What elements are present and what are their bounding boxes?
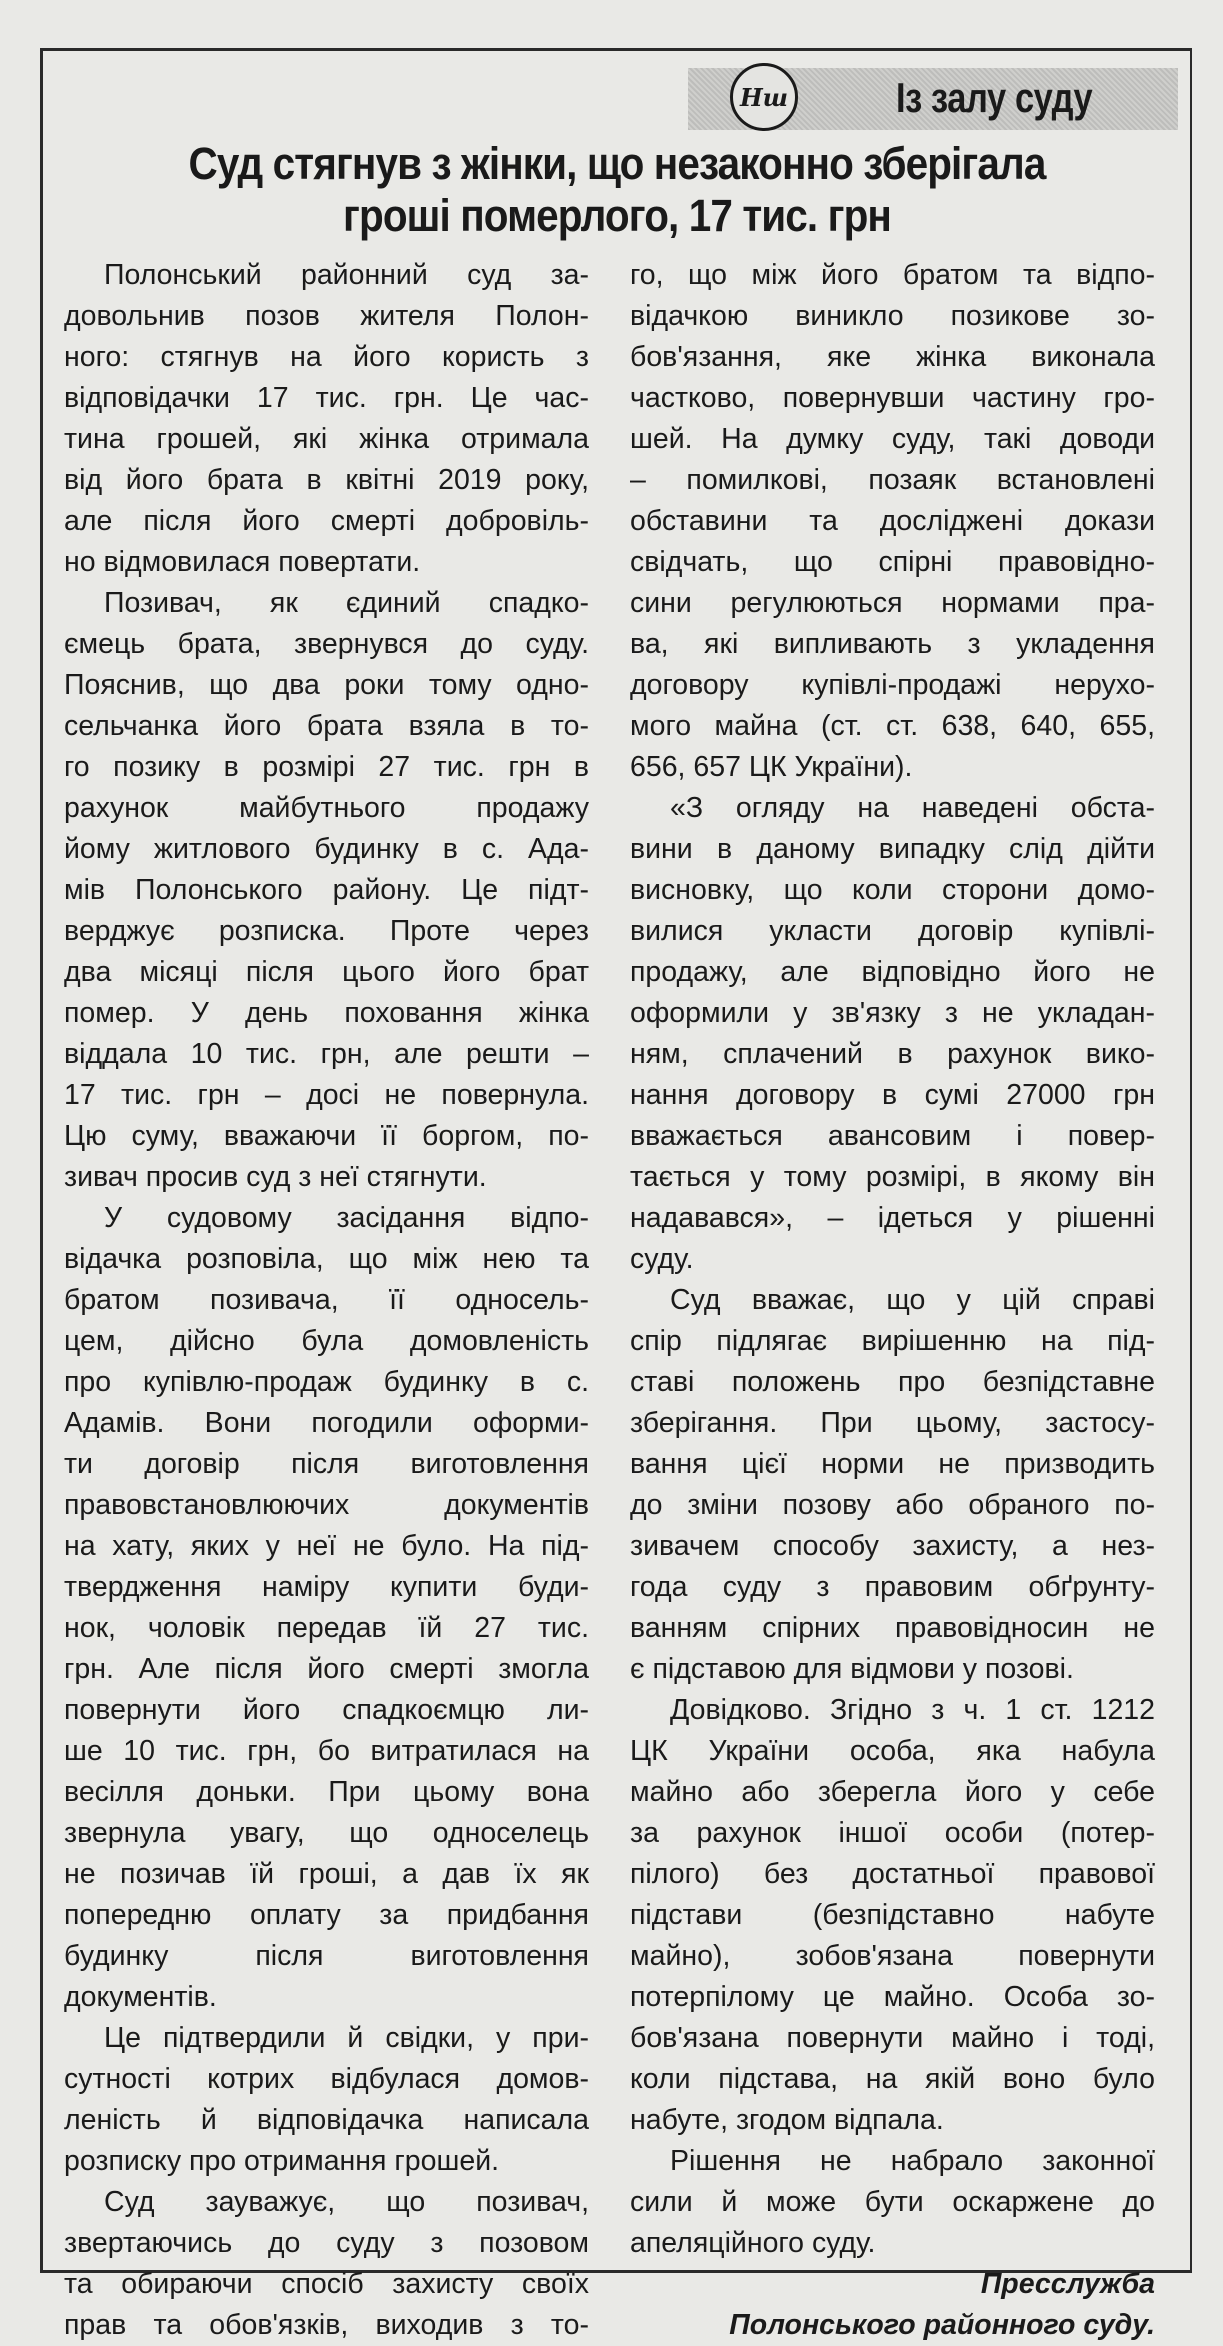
text-line: зберігання. При цьому, застосу- <box>630 1407 1155 1439</box>
text-line: коли підстава, на якій воно було <box>630 2063 1155 2095</box>
text-line: ного: стягнув на його користь з <box>64 341 589 373</box>
text-line: сини регулюються нормами пра- <box>630 587 1155 619</box>
text-line: 656, 657 ЦК України). <box>630 751 913 783</box>
text-line: підстави (безпідставно набуте <box>630 1899 1155 1931</box>
text-line: правовстановлюючих документів <box>64 1489 589 1521</box>
press-service-signature: Полонського районного суду. <box>729 2309 1155 2341</box>
text-line: висновку, що коли сторони домо- <box>630 874 1155 906</box>
text-line: є підставою для відмови у позові. <box>630 1653 1074 1685</box>
text-line: 17 тис. грн – досі не повернула. <box>64 1079 589 1111</box>
text-line: леність й відповідачка написала <box>64 2104 589 2136</box>
text-line: ставі положень про безпідставне <box>630 1366 1155 1398</box>
text-line: за рахунок іншої особи (потер- <box>630 1817 1155 1849</box>
text-line: Це підтвердили й свідки, у при- <box>104 2022 589 2054</box>
text-line: Цю суму, вважаючи її боргом, по- <box>64 1120 589 1152</box>
text-line: оформили у зв'язку з не укладан- <box>630 997 1155 1029</box>
text-line: будинку після виготовлення <box>64 1940 589 1972</box>
text-line: відачка розповіла, що між нею та <box>64 1243 589 1275</box>
text-line: го позику в розмірі 27 тис. грн в <box>64 751 589 783</box>
text-line: ва, які випливають з укладення <box>630 628 1155 660</box>
text-line: «З огляду на наведені обста- <box>670 792 1155 824</box>
text-line: но відмовилася повертати. <box>64 546 421 578</box>
text-line: сили й може бути оскаржене до <box>630 2186 1155 2218</box>
text-line: два місяці після цього його брат <box>64 956 589 988</box>
text-line: тина грошей, які жінка отримала <box>64 423 589 455</box>
paragraph <box>64 2018 589 2182</box>
text-line: ням, сплачений в рахунок вико- <box>630 1038 1155 1070</box>
text-line: але після його смерті добровіль- <box>64 505 589 537</box>
text-line: суду. <box>630 1243 694 1275</box>
text-line: – помилкові, позаяк встановлені <box>630 464 1155 496</box>
text-line: шей. На думку суду, такі доводи <box>630 423 1155 455</box>
text-line: обставини та досліджені докази <box>630 505 1155 537</box>
text-line: та обираючи спосіб захисту своїх <box>64 2268 589 2300</box>
text-line: тається у тому розмірі, в якому він <box>630 1161 1155 1193</box>
text-line: свідчать, що спірні правовідно- <box>630 546 1155 578</box>
text-line: мів Полонського району. Це підт- <box>64 874 589 906</box>
text-line: весілля доньки. При цьому вона <box>64 1776 589 1808</box>
text-line: ЦК України особа, яка набула <box>630 1735 1155 1767</box>
text-line: ше 10 тис. грн, бо витратилася на <box>64 1735 589 1767</box>
rubric-label: Із залу суду <box>896 74 1093 121</box>
article-column-left <box>64 255 589 2346</box>
text-line: продажу, але відповідно його не <box>630 956 1155 988</box>
text-line: Рішення не набрало законної <box>670 2145 1155 2177</box>
headline-line: Суд стягнув з жінки, що незаконно зберігала <box>188 138 1046 189</box>
text-line: рахунок майбутнього продажу <box>64 792 589 824</box>
text-line: года суду з правовим обґрунту- <box>630 1571 1155 1603</box>
article-headline <box>52 138 1182 242</box>
text-line: Позивач, як єдиний спадко- <box>104 587 589 619</box>
text-line: вилися укласти договір купівлі- <box>630 915 1155 947</box>
paragraph <box>630 2141 1155 2264</box>
text-line: вання цієї норми не призводить <box>630 1448 1155 1480</box>
text-line: відачкою виникло позикове зо- <box>630 300 1155 332</box>
text-line: ванням спірних правовідносин не <box>630 1612 1155 1644</box>
text-line: грн. Але після його смерті змогла <box>64 1653 589 1685</box>
text-line: майно), зобов'язана повернути <box>630 1940 1155 1972</box>
text-line: бов'язання, яке жінка виконала <box>630 341 1155 373</box>
text-line: договору купівлі-продажі нерухо- <box>630 669 1155 701</box>
text-line: не позичав їй гроші, а дав їх як <box>64 1858 589 1890</box>
text-line: майно або зберегла його у себе <box>630 1776 1155 1808</box>
text-line: звертаючись до суду з позовом <box>64 2227 589 2259</box>
text-line: бов'язана повернути майно і тоді, <box>630 2022 1155 2054</box>
text-line: частково, повернувши частину гро- <box>630 382 1155 414</box>
text-line: братом позивача, її односель- <box>64 1284 589 1316</box>
text-line: апеляційного суду. <box>630 2227 876 2259</box>
text-line: зивачем способу захисту, а нез- <box>630 1530 1155 1562</box>
text-line: прав та обов'язків, виходив з то- <box>64 2309 589 2341</box>
paragraph <box>630 788 1155 1280</box>
text-line: Адамів. Вони погодили оформи- <box>64 1407 589 1439</box>
text-line: набуте, згодом відпала. <box>630 2104 944 2136</box>
press-service-signature: Пресслужба <box>980 2268 1155 2300</box>
text-line: від його брата в квітні 2019 року, <box>64 464 589 496</box>
section-rubric <box>688 68 1178 130</box>
text-line: ємець брата, звернувся до суду. <box>64 628 589 660</box>
paragraph <box>630 1690 1155 2141</box>
text-line: У судовому засідання відпо- <box>104 1202 589 1234</box>
text-line: помер. У день поховання жінка <box>64 997 589 1029</box>
text-line: довольнив позов жителя Полон- <box>64 300 589 332</box>
text-line: нання договору в сумі 27000 грн <box>630 1079 1155 1111</box>
text-line: повернути його спадкоємцю ли- <box>64 1694 589 1726</box>
text-line: Полонський районний суд за- <box>104 259 589 291</box>
text-line: зивач просив суд з неї стягнути. <box>64 1161 487 1193</box>
text-line: йому житлового будинку в с. Ада- <box>64 833 589 865</box>
text-line: Пояснив, що два роки тому одно- <box>64 669 589 701</box>
text-line: потерпілому це майно. Особа зо- <box>630 1981 1155 2013</box>
text-line: відповідачки 17 тис. грн. Це час- <box>64 382 589 414</box>
article-column-right <box>630 255 1155 2346</box>
text-line: документів. <box>64 1981 217 2013</box>
text-line: верджує розписка. Проте через <box>64 915 589 947</box>
paragraph <box>64 255 589 583</box>
text-line: ти договір після виготовлення <box>64 1448 589 1480</box>
paragraph <box>64 583 589 1198</box>
text-line: сутності котрих відбулася домов- <box>64 2063 589 2095</box>
paragraph <box>630 255 1155 788</box>
text-line: спір підлягає вирішенню на під- <box>630 1325 1155 1357</box>
text-line: до зміни позову або обраного по- <box>630 1489 1155 1521</box>
text-line: вини в даному випадку слід дійти <box>630 833 1155 865</box>
text-line: вважається авансовим і повер- <box>630 1120 1155 1152</box>
paragraph <box>64 1198 589 2018</box>
text-line: мого майна (ст. ст. 638, 640, 655, <box>630 710 1155 742</box>
newspaper-logo: Нш <box>730 63 798 131</box>
text-line: цем, дійсно була домовленість <box>64 1325 589 1357</box>
text-line: звернула увагу, що односелець <box>64 1817 589 1849</box>
paragraph <box>64 2182 589 2346</box>
text-line: твердження наміру купити буди- <box>64 1571 589 1603</box>
paragraph <box>630 1280 1155 1690</box>
text-line: пілого) без достатньої правової <box>630 1858 1155 1890</box>
text-line: надавався», – ідеться у рішенні <box>630 1202 1155 1234</box>
text-line: го, що між його братом та відпо- <box>630 259 1155 291</box>
text-line: нок, чоловік передав їй 27 тис. <box>64 1612 589 1644</box>
text-line: розписку про отримання грошей. <box>64 2145 500 2177</box>
text-line: віддала 10 тис. грн, але решти – <box>64 1038 589 1070</box>
text-line: сельчанка його брата взяла в то- <box>64 710 589 742</box>
text-line: Довідково. Згідно з ч. 1 ст. 1212 <box>670 1694 1155 1726</box>
text-line: Суд вважає, що у цій справі <box>670 1284 1155 1316</box>
text-line: попередню оплату за придбання <box>64 1899 589 1931</box>
text-line: про купівлю-продаж будинку в с. <box>64 1366 589 1398</box>
headline-line: гроші померлого, 17 тис. грн <box>343 190 891 241</box>
text-line: Суд зауважує, що позивач, <box>104 2186 589 2218</box>
text-line: на хату, яких у неї не було. На під- <box>64 1530 589 1562</box>
